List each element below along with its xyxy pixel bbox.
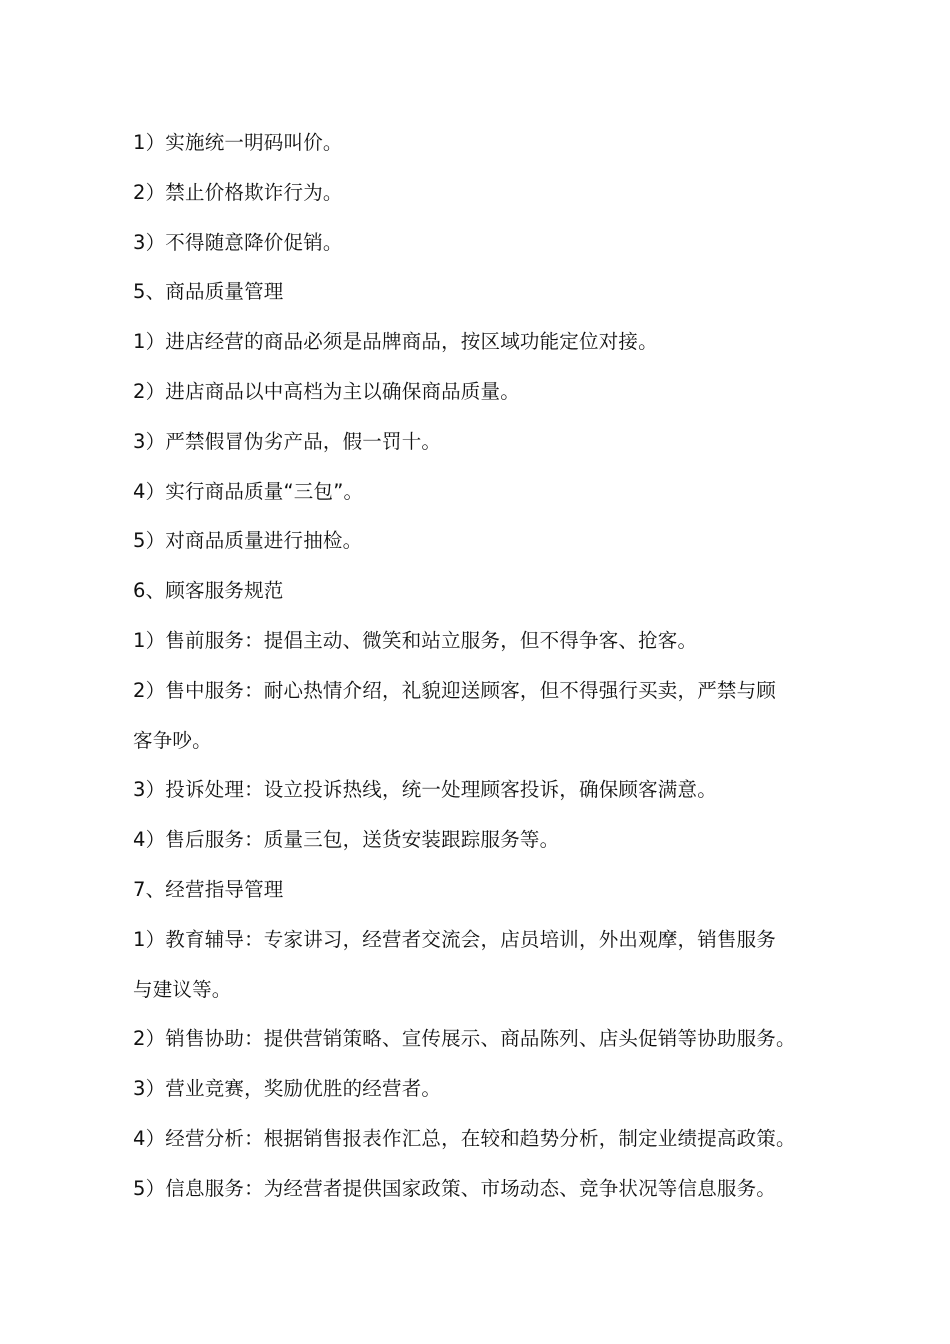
list-item-quality-4: 4）实行商品质量“三包”。 (133, 479, 364, 503)
list-item-service-1: 1）售前服务：提倡主动、微笑和站立服务，但不得争客、抢客。 (133, 628, 698, 652)
list-item-guidance-1: 1）教育辅导：专家讲习，经营者交流会，店员培训，外出观摩，销售服务 (133, 927, 777, 951)
section-heading-service: 6、顾客服务规范 (133, 579, 284, 603)
list-item-service-4: 4）售后服务：质量三包，送货安装跟踪服务等。 (133, 828, 560, 852)
list-item-guidance-3: 3）营业竞赛，奖励优胜的经营者。 (133, 1077, 442, 1101)
list-item-guidance-1-cont: 与建议等。 (133, 977, 232, 1001)
list-item-price-3: 3）不得随意降价促销。 (133, 230, 343, 254)
section-heading-quality: 5、商品质量管理 (133, 280, 284, 304)
list-item-guidance-2: 2）销售协助：提供营销策略、宣传展示、商品陈列、店头促销等协助服务。 (133, 1027, 796, 1051)
list-item-service-2: 2）售中服务：耐心热情介绍，礼貌迎送顾客，但不得强行买卖，严禁与顾 (133, 678, 777, 702)
list-item-quality-1: 1）进店经营的商品必须是品牌商品，按区域功能定位对接。 (133, 330, 658, 354)
list-item-quality-3: 3）严禁假冒伪劣产品，假一罚十。 (133, 429, 442, 453)
list-item-service-3: 3）投诉处理：设立投诉热线，统一处理顾客投诉，确保顾客满意。 (133, 778, 717, 802)
list-item-price-2: 2）禁止价格欺诈行为。 (133, 180, 343, 204)
list-item-guidance-4: 4）经营分析：根据销售报表作汇总，在较和趋势分析，制定业绩提高政策。 (133, 1126, 796, 1150)
document-body (133, 118, 845, 1214)
list-item-quality-5: 5）对商品质量进行抽检。 (133, 529, 363, 553)
list-item-service-2-cont: 客争吵。 (133, 728, 212, 752)
list-item-price-1: 1）实施统一明码叫价。 (133, 131, 343, 154)
section-heading-guidance: 7、经营指导管理 (133, 877, 284, 901)
list-item-quality-2: 2）进店商品以中高档为主以确保商品质量。 (133, 379, 520, 403)
list-item-guidance-5: 5）信息服务：为经营者提供国家政策、市场动态、竞争状况等信息服务。 (133, 1176, 777, 1200)
